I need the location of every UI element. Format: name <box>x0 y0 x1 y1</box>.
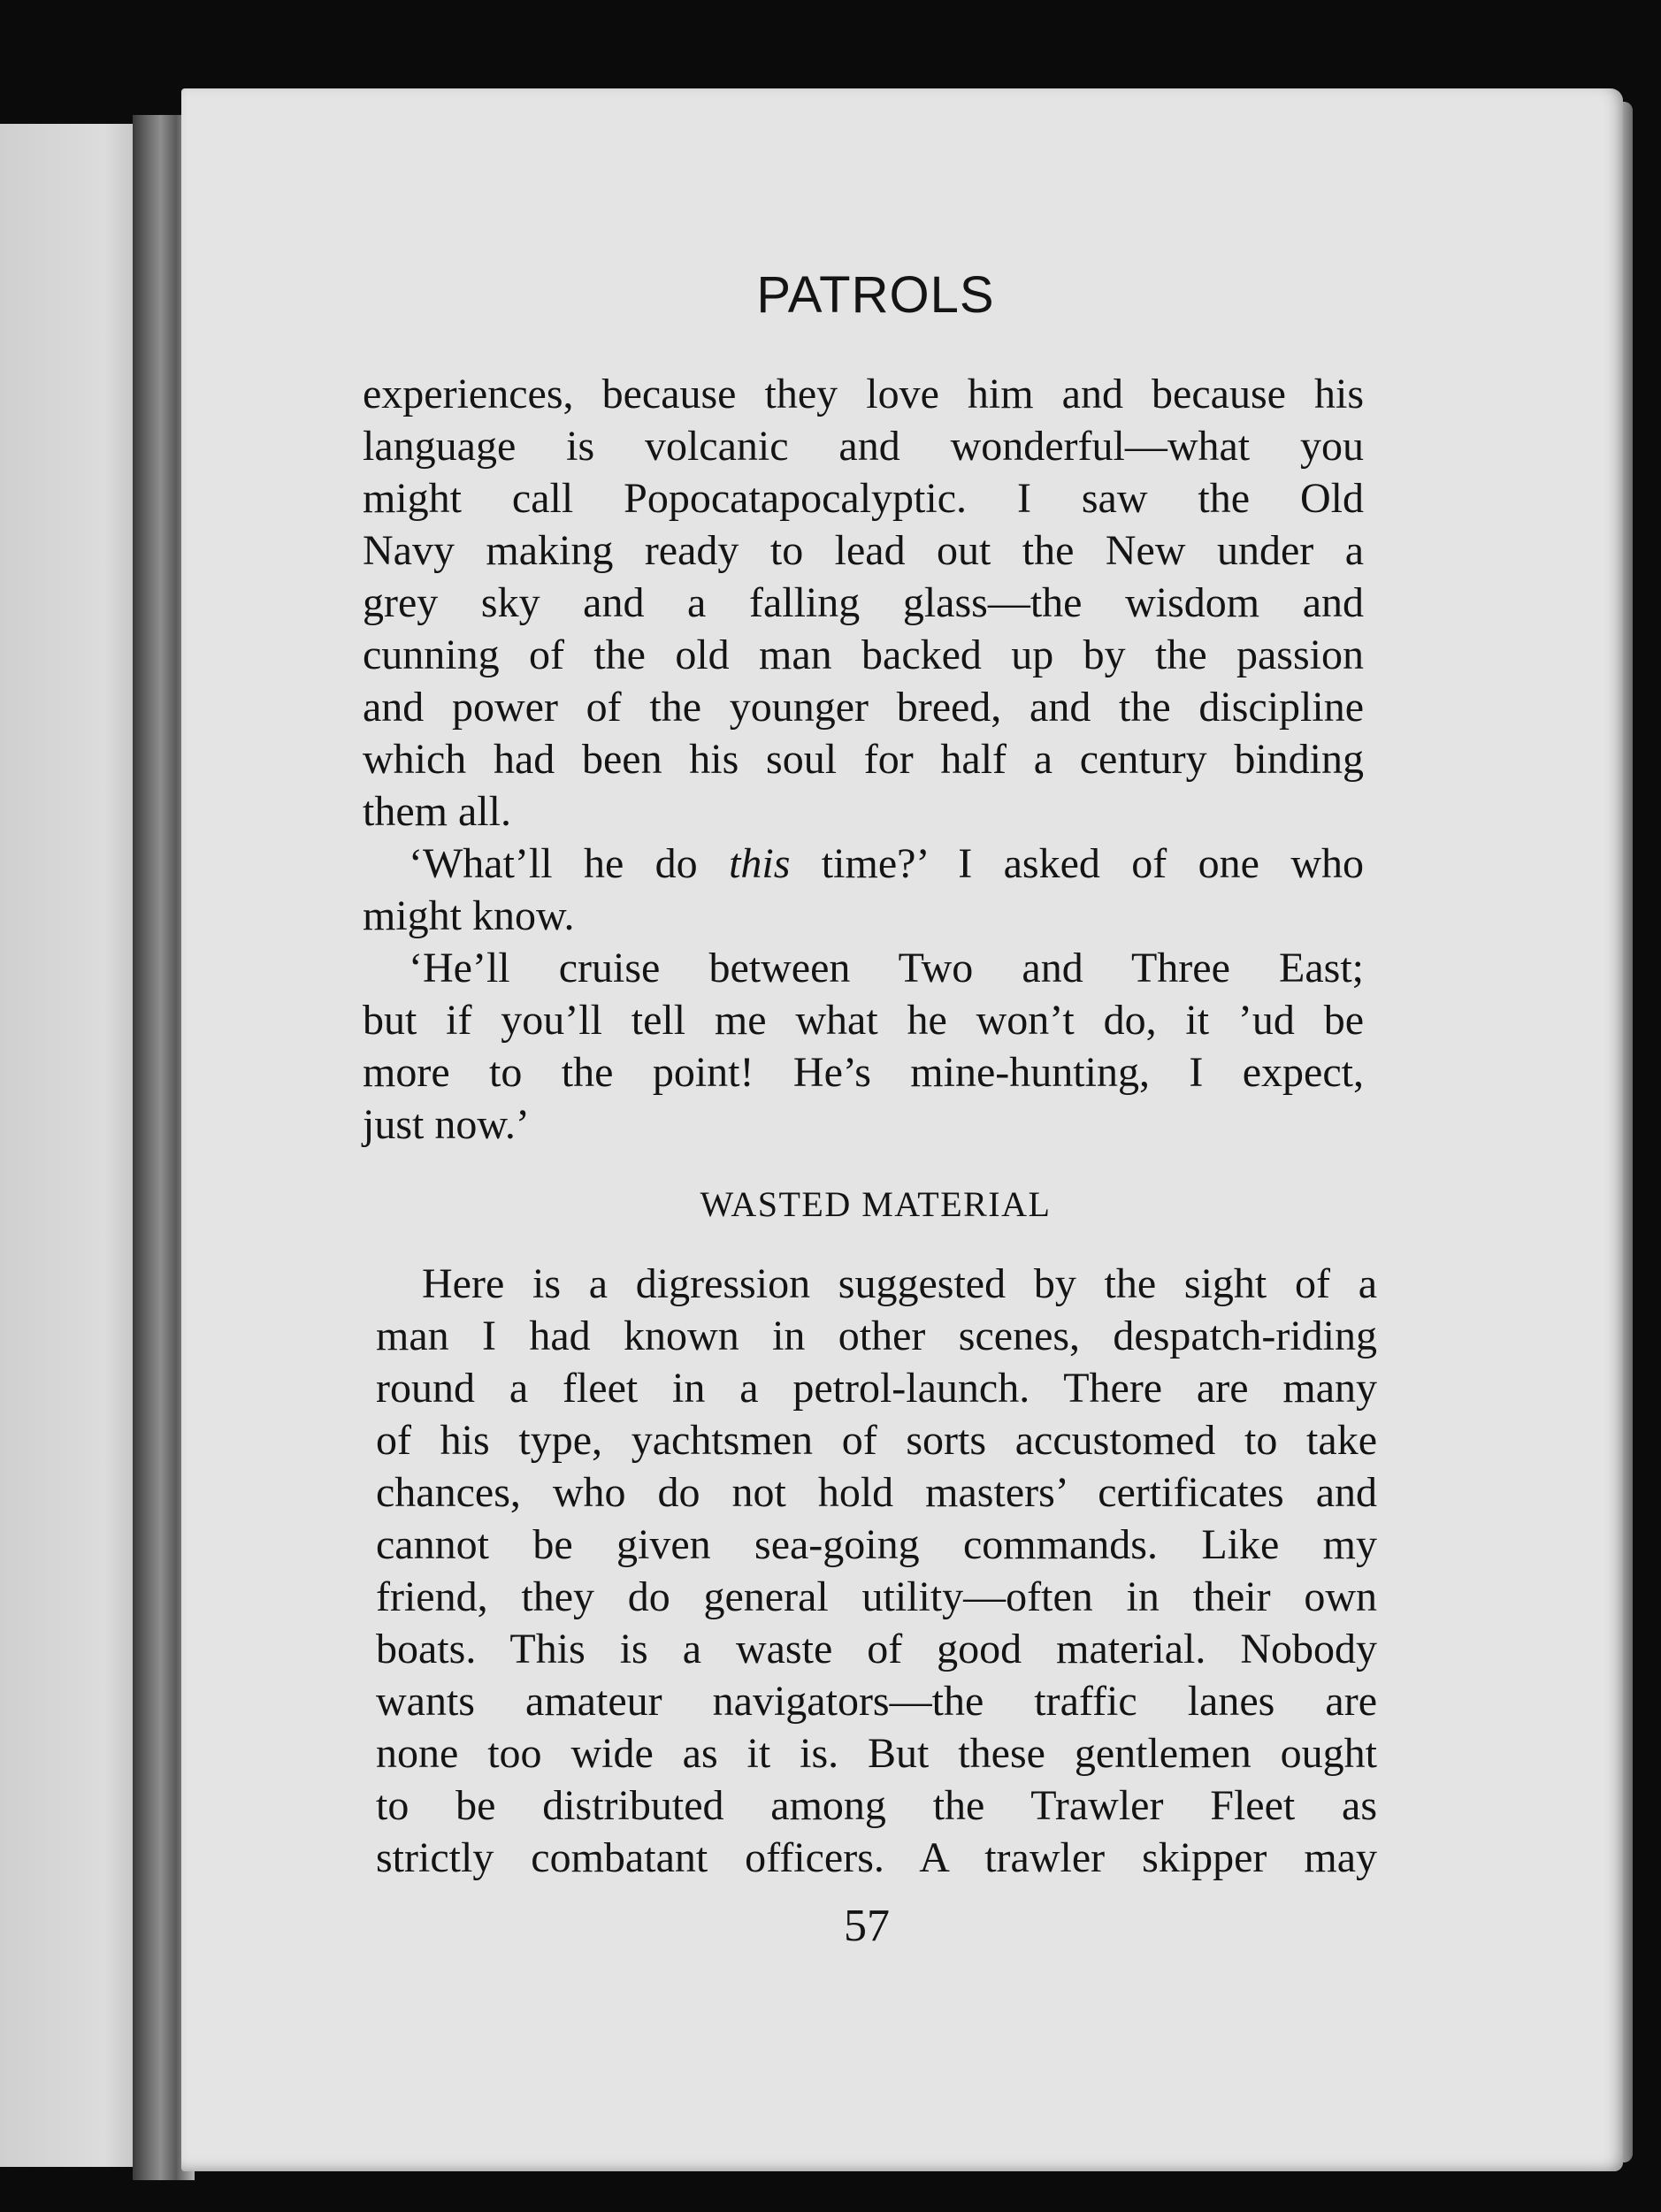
text-line: wants amateur navigators—the traffic lanes are <box>376 1678 1377 1725</box>
dialogue-line: ‘He’ll cruise between Two and Three East; <box>409 945 1364 991</box>
text-line: to be distributed among the Trawler Fleet as <box>376 1782 1377 1829</box>
emphasis-text: this <box>729 840 791 887</box>
text-line: but if you’ll tell me what he won’t do, it ’ud be <box>363 997 1364 1044</box>
text-line: strictly combatant officers. A trawler skipper may <box>376 1834 1377 1881</box>
text-line: just now.’ <box>363 1101 530 1148</box>
text-line: might know. <box>363 892 575 939</box>
text-line: which had been his soul for half a century binding <box>363 736 1364 783</box>
facing-page-edge <box>0 124 149 2167</box>
dialogue-line <box>363 838 1364 890</box>
running-head: PATROLS <box>756 266 995 324</box>
text-line: Here is a digression suggested by the sight of a <box>422 1260 1377 1307</box>
text-line: grey sky and a falling glass—the wisdom and <box>363 579 1364 626</box>
text-line: of his type, yachtsmen of sorts accustomed to take <box>376 1417 1377 1464</box>
text-line: man I had known in other scenes, despatch-riding <box>376 1313 1377 1359</box>
text-line: none too wide as it is. But these gentlemen ought <box>376 1730 1377 1777</box>
text-line: more to the point! He’s mine-hunting, I expect, <box>363 1049 1364 1096</box>
text-block-top <box>363 368 1364 1151</box>
text-block-bottom <box>376 1258 1377 1884</box>
text-line: chances, who do not hold masters’ certificates and <box>376 1469 1377 1516</box>
page-number: 57 <box>844 1901 890 1951</box>
text-line: might call Popocatapocalyptic. I saw the Old <box>363 475 1364 522</box>
text-line: Navy making ready to lead out the New under a <box>363 527 1364 574</box>
text-line: friend, they do general utility—often in their own <box>376 1573 1377 1620</box>
text-line: language is volcanic and wonderful—what you <box>363 423 1364 470</box>
section-heading: WASTED MATERIAL <box>700 1184 1052 1224</box>
text-line: boats. This is a waste of good material. Nobody <box>376 1626 1377 1672</box>
text-line: them all. <box>363 788 511 835</box>
text-run: ‘What’ll he do <box>409 840 730 887</box>
text-line: round a fleet in a petrol-launch. There are many <box>376 1365 1377 1412</box>
text-line: and power of the younger breed, and the discipline <box>363 684 1364 731</box>
text-line: cunning of the old man backed up by the passion <box>363 631 1364 678</box>
text-line: experiences, because they love him and because his <box>363 371 1364 417</box>
text-line: cannot be given sea-going commands. Like my <box>376 1521 1377 1568</box>
text-run: time?’ I asked of one who <box>790 840 1365 887</box>
